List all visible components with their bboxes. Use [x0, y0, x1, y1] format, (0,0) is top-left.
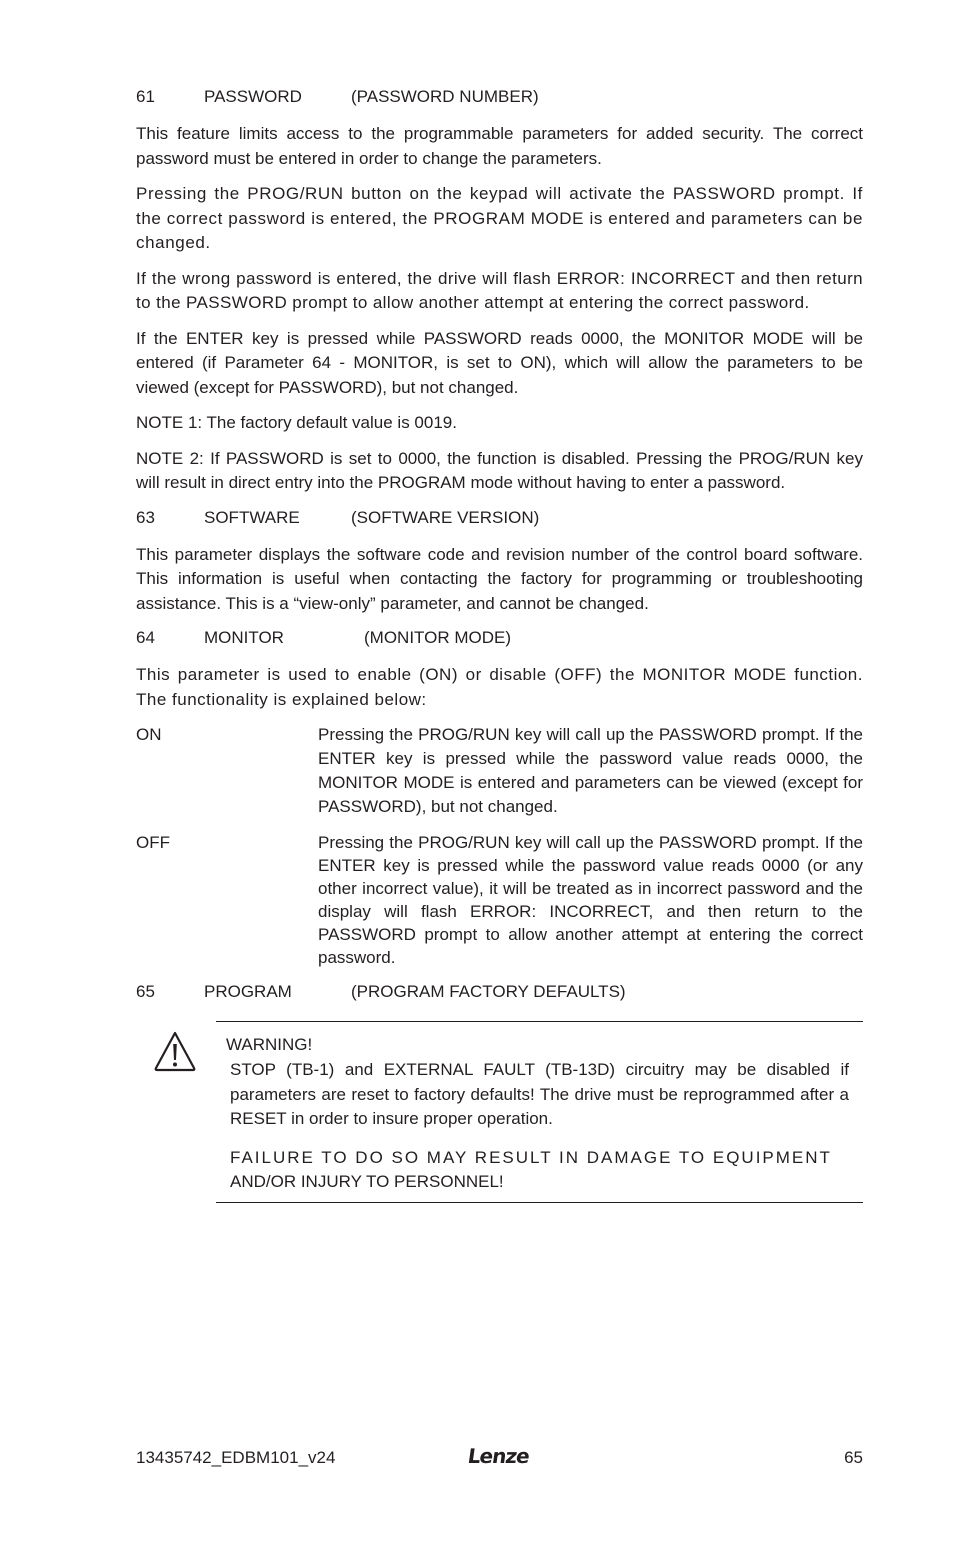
parameter-heading-61 — [136, 86, 863, 108]
parameter-number: 63 — [136, 507, 155, 527]
note: NOTE 2: If PASSWORD is set to 0000, the function is disabled. Pressing the PROG/RUN key will result in direct entry into the PROGRAM mode without having to enter a password. — [136, 448, 863, 492]
option-row-on — [136, 723, 863, 819]
option-term: ON — [136, 725, 162, 744]
page-number: 65 — [844, 1448, 863, 1467]
parameter-heading-64 — [136, 627, 863, 649]
page-footer — [136, 1444, 863, 1472]
paragraph: This parameter is used to enable (ON) or disable (OFF) the MONITOR MODE function. The functionality is explained below: — [136, 665, 863, 709]
parameter-description: (PASSWORD NUMBER) — [351, 87, 539, 106]
parameter-description: (PROGRAM FACTORY DEFAULTS) — [351, 982, 626, 1001]
note: NOTE 1: The factory default value is 0019. — [136, 413, 457, 432]
lenze-logo: Lenze — [466, 1444, 531, 1468]
parameter-name: PASSWORD — [204, 87, 302, 106]
parameter-description: (SOFTWARE VERSION) — [351, 507, 540, 527]
paragraph: This parameter displays the software code and revision number of the control board software. This information is useful when contacting the factory for programming or troubleshooting assistance. This is a “view-only” parameter, and cannot be changed. — [136, 544, 863, 613]
parameter-description: (MONITOR MODE) — [364, 628, 512, 647]
warning-title: WARNING! — [226, 1035, 313, 1054]
warning-triangle-icon — [153, 1030, 197, 1072]
parameter-heading-63 — [136, 507, 863, 529]
document-page — [136, 86, 863, 1203]
parameter-number: 65 — [136, 982, 155, 1001]
document-id: 13435742_EDBM101_v24 — [136, 1448, 336, 1467]
parameter-number: 64 — [136, 628, 155, 647]
paragraph: If the ENTER key is pressed while PASSWORD reads 0000, the MONITOR MODE will be entered (if Parameter 64 - MONITOR, is set to ON), which will allow the parameters to be viewed (except for PASSWORD), but not changed. — [136, 328, 863, 397]
paragraph: If the wrong password is entered, the drive will flash ERROR: INCORRECT and then return to the PASSWORD prompt to allow another attempt at entering the correct password. — [136, 268, 863, 312]
option-text: Pressing the PROG/RUN key will call up the PASSWORD prompt. If the ENTER key is pressed while the password value reads 0000, the MONITOR MODE is entered and parameters can be viewed (except for PASSWORD), but not changed. — [318, 725, 863, 816]
warning-body: STOP (TB-1) and EXTERNAL FAULT (TB-13D) circuitry may be disabled if parameters are reset to factory defaults! The drive must be reprogrammed after a RESET in order to insure proper operation. — [230, 1060, 849, 1128]
paragraph: This feature limits access to the programmable parameters for added security. The correct password must be entered in order to change the parameters. — [136, 124, 863, 168]
warning-emphasis-line-2: AND/OR INJURY TO PERSONNEL! — [230, 1171, 504, 1191]
parameter-name: PROGRAM — [204, 982, 292, 1001]
parameter-name: MONITOR — [204, 628, 284, 647]
warning-emphasis-line-1: FAILURE TO DO SO MAY RESULT IN DAMAGE TO EQUIPMENT — [230, 1147, 832, 1167]
parameter-number: 61 — [136, 87, 155, 106]
option-row-off — [136, 831, 863, 969]
option-text: Pressing the PROG/RUN key will call up the PASSWORD prompt. If the ENTER key is pressed while the password value reads 0000 (or any other incorrect value), it will be treated as in incorrect password and the display will flash ERROR: INCORRECT, and then return to the PASSWORD prompt to allow another attempt at entering the correct password. — [318, 833, 863, 967]
paragraph: Pressing the PROG/RUN button on the keypad will activate the PASSWORD prompt. If the correct password is entered, the PROGRAM MODE is entered and parameters can be changed. — [136, 184, 863, 252]
parameter-name: SOFTWARE — [204, 507, 300, 527]
option-term: OFF — [136, 833, 170, 852]
warning-emphasis — [226, 1146, 849, 1194]
warning-box — [216, 1021, 863, 1203]
parameter-heading-65 — [136, 981, 863, 1003]
